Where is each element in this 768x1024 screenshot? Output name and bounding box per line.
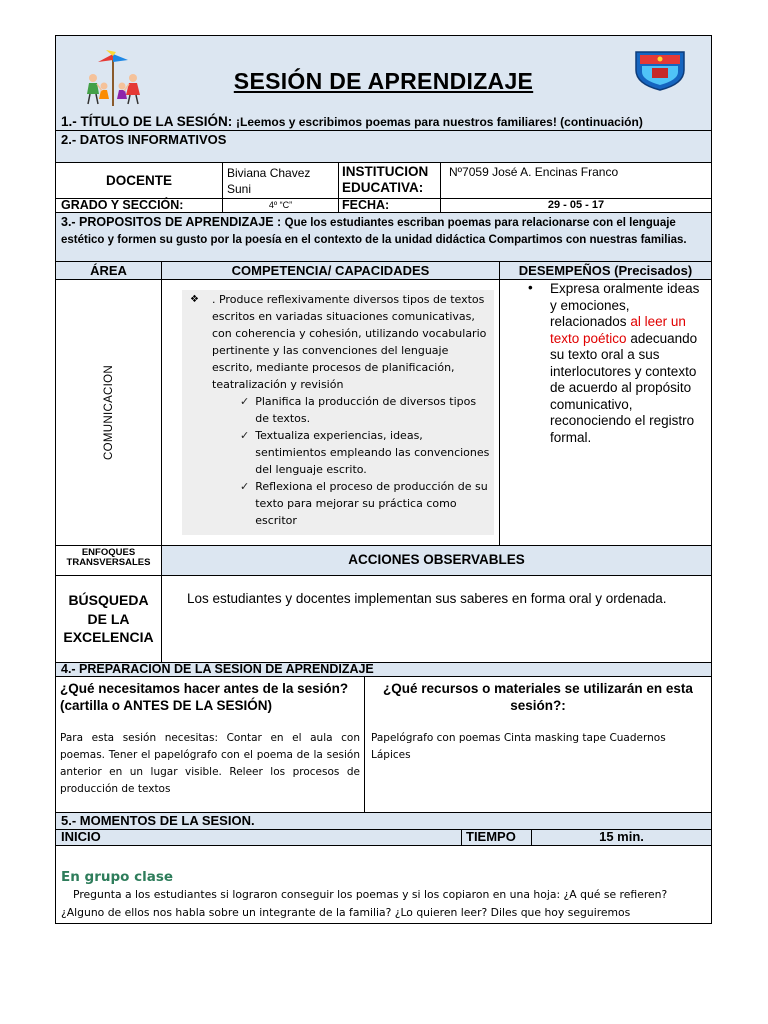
session-title-line [61, 114, 643, 129]
capacidades-list [190, 393, 490, 529]
capacidad-text: Planifica la producción de diversos tipos de textos. [255, 395, 477, 425]
momentos-heading-row [56, 813, 711, 830]
list-item [240, 478, 490, 529]
grado-row [56, 199, 711, 213]
momentos-heading: 5.- MOMENTOS DE LA SESION. [61, 813, 255, 828]
desempeno-highlight: al leer un texto poético [550, 314, 686, 346]
docente-label: DOCENTE [56, 163, 223, 198]
desempeno-text-part1: Expresa oralmente ideas y emociones, relacionados [550, 281, 700, 329]
preparacion-col-antes [56, 677, 365, 812]
grupo-clase-title: En grupo clase [61, 869, 174, 885]
capacidad-text: Reflexiona el proceso de producción de su texto para mejorar su práctica como escritor [255, 480, 488, 527]
checkmark-icon: ✓ [240, 429, 250, 442]
antes-answer: Para esta sesión necesitas: Contar en el aula con poemas. Tener el papelógrafo con el poema de la sesión anterior en un lugar visible. Releer los procesos de producción de textos [60, 732, 360, 795]
lesson-plan-document [55, 35, 712, 924]
grupo-clase-block [56, 846, 711, 923]
preparacion-heading: 4.- PREPARACION DE LA SESION DE APRENDIZAJE [61, 662, 374, 676]
table-header-row [56, 262, 711, 280]
enfoques-content-row [56, 576, 711, 663]
desempeno-cell [500, 280, 711, 545]
competencia-header: COMPETENCIA/ CAPACIDADES [162, 262, 500, 279]
datos-heading-row [56, 131, 711, 163]
competencia-text: . Produce reflexivamente diversos tipos de textos escritos en variadas situaciones comunicativas, con coherencia y cohesión, utilizando vocabulario pertinente y las convenciones del lenguaje escrito, mediante procesos de planificación, teatralización y revisión [212, 293, 487, 391]
docente-row [56, 163, 711, 199]
grado-value: 4º “C” [223, 199, 339, 212]
tiempo-label: TIEMPO [462, 830, 532, 845]
desempenos-header: DESEMPEÑOS (Precisados) [518, 263, 693, 278]
preparacion-heading-row [56, 663, 711, 677]
grupo-clase-row [56, 846, 711, 923]
area-header: ÁREA [56, 262, 162, 279]
tiempo-value: 15 min. [599, 829, 644, 844]
propositos-row [56, 213, 711, 262]
session-title-label: 1.- TÍTULO DE LA SESIÓN: [61, 114, 233, 129]
checkmark-icon: ✓ [240, 480, 250, 493]
fecha-label: FECHA: [339, 199, 441, 212]
session-title-value: ¡Leemos y escribimos poemas para nuestros familiares! (continuación) [236, 115, 643, 129]
recursos-question: ¿Qué recursos o materiales se utilizarán en esta sesión?: [383, 681, 693, 713]
fecha-value: 29 - 05 - 17 [547, 199, 605, 211]
document-header [56, 36, 711, 131]
docente-value: Biviana Chavez Suni [223, 163, 339, 198]
competencia-box [182, 290, 494, 535]
area-name: COMUNICACION [102, 365, 115, 460]
preparacion-content-row [56, 677, 711, 813]
preparacion-col-recursos [365, 677, 711, 812]
accion-text: Los estudiantes y docentes implementan sus saberes en forma oral y ordenada. [187, 591, 667, 606]
page-title: SESIÓN DE APRENDIZAJE [233, 68, 534, 94]
propositos-block [56, 213, 711, 261]
desempeno-text [522, 281, 707, 446]
antes-question: ¿Qué necesitamos hacer antes de la sesión? (cartilla o ANTES DE LA SESIÓN) [60, 681, 349, 713]
grado-label: GRADO Y SECCIÓN: [56, 199, 223, 212]
institucion-label: INSTITUCION EDUCATIVA: [339, 163, 441, 198]
competencia-item [190, 291, 490, 393]
checkmark-icon: ✓ [240, 395, 250, 408]
acciones-label: ACCIONES OBSERVABLES [162, 546, 711, 575]
institucion-value: Nº7059 José A. Encinas Franco [449, 165, 619, 179]
enfoques-header-row [56, 546, 711, 576]
inicio-label: INICIO [56, 830, 462, 845]
enfoque-name: BÚSQUEDA DE LA EXCELENCIA [56, 576, 162, 662]
area-cell [56, 280, 162, 545]
capacidad-text: Textualiza experiencias, ideas, sentimientos empleando las convenciones del lenguaje escrito. [255, 429, 490, 476]
desempeno-text-part2: adecuando su texto oral a sus interlocutores y contexto de acuerdo al propósito comunicativo, reconociendo el registro formal. [550, 330, 698, 445]
grupo-clase-text: Pregunta a los estudiantes si lograron conseguir los poemas y si los copiaron en una hoja: ¿A qué se refieren? ¿Alguno de ellos nos habla sobre un integrante de la familia? ¿Lo quieren leer? Diles que hoy seguiremos [61, 888, 668, 919]
diamond-bullet-icon: ❖ [190, 294, 199, 305]
inicio-row [56, 830, 711, 846]
recursos-answer: Papelógrafo con poemas Cinta masking tape Cuadernos Lápices [371, 732, 666, 761]
datos-heading: 2.- DATOS INFORMATIVOS [61, 132, 227, 147]
propositos-text: Que los estudiantes escriban poemas para relacionarse con el lenguaje estético y formen su gusto por la poesía en el contexto de la unidad didáctica Compartimos con nuestras familias. [61, 217, 687, 246]
area-content-row [56, 280, 711, 546]
list-item [240, 427, 490, 478]
list-item [240, 393, 490, 427]
bullet-dot-icon: • [528, 280, 533, 295]
enfoques-label: ENFOQUES TRANSVERSALES [56, 546, 162, 575]
propositos-label: 3.- PROPOSITOS DE APRENDIZAJE : [61, 215, 282, 229]
competencia-cell [162, 280, 500, 545]
